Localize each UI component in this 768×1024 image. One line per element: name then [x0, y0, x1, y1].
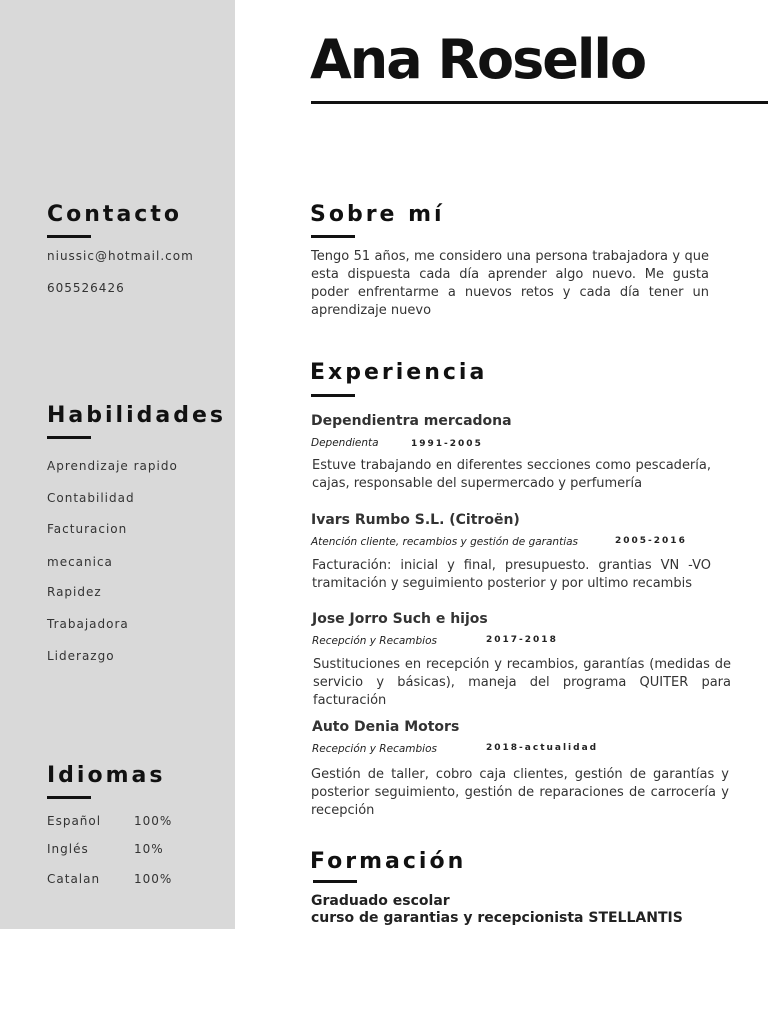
skill-item: Trabajadora [47, 617, 129, 631]
job-company: Jose Jorro Such e hijos [312, 611, 488, 627]
languages-divider [47, 796, 91, 799]
job-dates: 2017-2018 [486, 635, 558, 645]
about-divider [311, 235, 355, 238]
education-divider [313, 880, 357, 883]
job-dates: 2005-2016 [615, 536, 687, 546]
language-level: 10% [134, 842, 164, 856]
education-item: Graduado escolar [311, 893, 450, 909]
job-company: Auto Denia Motors [312, 719, 460, 735]
education-item: curso de garantias y recepcionista STELLANTIS [311, 910, 683, 926]
skill-item: mecanica [47, 555, 113, 569]
language-name: Español [47, 814, 102, 828]
education-heading: Formación [310, 849, 467, 874]
contact-phone[interactable]: 605526426 [47, 281, 125, 295]
skills-heading: Habilidades [47, 403, 226, 428]
job-description: Gestión de taller, cobro caja clientes, gestión de garantías y posterior seguimiento, gestión de reparaciones de carrocería y recepción [311, 767, 729, 818]
job-dates: 2018-actualidad [486, 743, 599, 753]
job-company: Ivars Rumbo S.L. (Citroën) [311, 512, 520, 528]
language-name: Inglés [47, 842, 89, 856]
language-level: 100% [134, 814, 173, 828]
job-role: Dependienta [311, 437, 379, 449]
job-dates: 1991-2005 [411, 439, 483, 449]
experience-divider [311, 394, 355, 397]
skill-item: Aprendizaje rapido [47, 459, 178, 473]
job-description: Sustituciones en recepción y recambios, garantías (medidas de servicio y básicas), maneja del programa QUITER para facturación [313, 657, 731, 708]
name-divider [311, 101, 768, 104]
about-heading: Sobre mí [310, 202, 445, 227]
languages-heading: Idiomas [47, 763, 166, 788]
skill-item: Liderazgo [47, 649, 115, 663]
skill-item: Facturacion [47, 522, 128, 536]
contact-heading: Contacto [47, 202, 182, 227]
job-role: Recepción y Recambios [312, 635, 437, 647]
experience-heading: Experiencia [310, 360, 488, 385]
about-text: Tengo 51 años, me considero una persona trabajadora y que esta dispuesta cada día aprender algo nuevo. Me gusta poder enfrentarme a nuevos retos y cada día tener un aprendizaje nuevo [311, 249, 709, 318]
contact-email[interactable]: niussic@hotmail.com [47, 249, 194, 263]
job-description: Facturación: inicial y final, presupuesto. grantias VN -VO tramitación y seguimiento posterior y por ultimo recambis [312, 558, 711, 591]
skill-item: Rapidez [47, 585, 102, 599]
contact-divider [47, 235, 91, 238]
job-company: Dependientra mercadona [311, 413, 512, 429]
skills-divider [47, 436, 91, 439]
language-name: Catalan [47, 872, 101, 886]
job-description: Estuve trabajando en diferentes secciones como pescadería, cajas, responsable del supermercado y perfumería [312, 458, 711, 491]
skill-item: Contabilidad [47, 491, 135, 505]
job-role: Atención cliente, recambios y gestión de garantias [311, 536, 579, 548]
language-level: 100% [134, 872, 173, 886]
job-role: Recepción y Recambios [312, 743, 437, 755]
candidate-name: Ana Rosello [310, 28, 646, 91]
